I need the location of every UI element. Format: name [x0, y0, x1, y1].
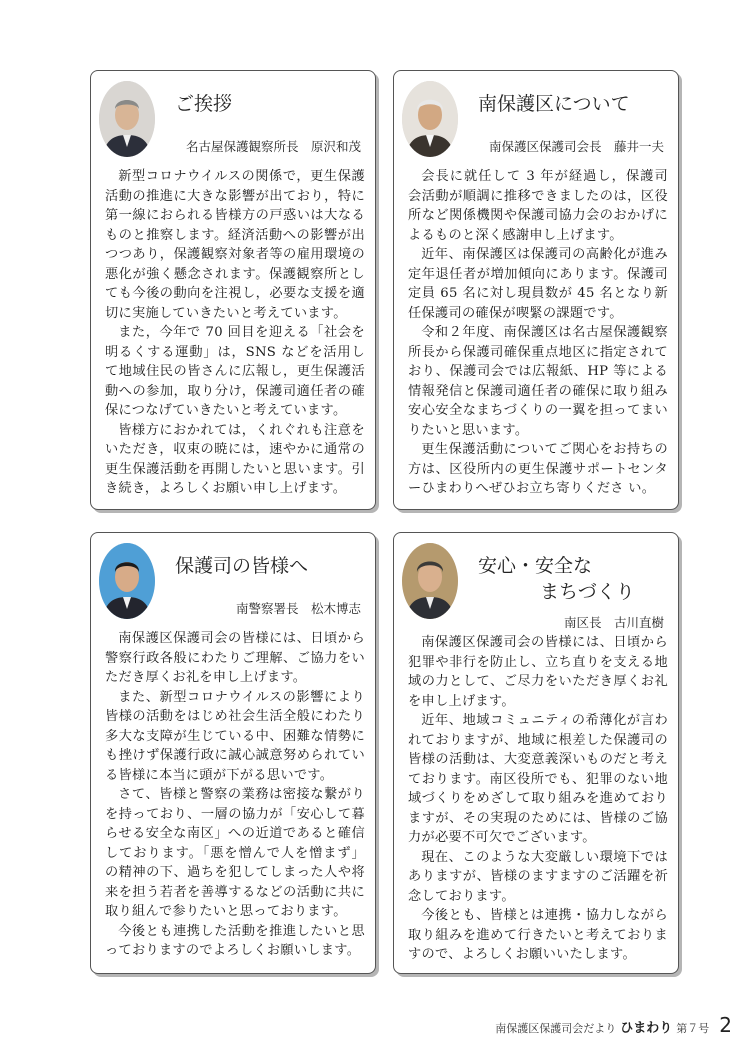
paragraph: 現在、このような大変厳しい環境下ではありますが、皆様のますますのご活躍を祈念しております。 — [408, 849, 668, 904]
article-body — [408, 633, 668, 965]
article-author: 名古屋保護観察所長 原沢和茂 — [185, 139, 361, 154]
portrait-icon — [99, 81, 155, 157]
article-body — [105, 629, 365, 961]
portrait-icon — [402, 543, 458, 619]
paragraph: 更生保護活動についてご関心をお持ちの方は、区役所内の更生保護サポートセンターひまわりへぜひお立ち寄りくださ い。 — [408, 442, 668, 496]
portrait-icon — [402, 81, 458, 157]
author-photo — [402, 543, 458, 619]
article-title: 保護司の皆様へ — [175, 555, 309, 577]
article-title: 南保護区について — [478, 93, 630, 115]
article-author: 南区長 古川直樹 — [563, 615, 664, 630]
article-author: 南警察署長 松木博志 — [235, 601, 361, 616]
article-to-volunteers — [90, 532, 376, 974]
paragraph: 近年、南保護区は保護司の高齢化が進み定年退任者が増加傾向にあります。保護司定員 65 名に対し現員数が 45 名となり新任保護司の確保が喫緊の課題です。 — [408, 247, 668, 321]
issue-number: 第７号 — [676, 1022, 710, 1035]
page-number: 2 — [719, 1013, 732, 1037]
author-photo — [99, 543, 155, 619]
paragraph: 南保護区保護司会の皆様には、日頃から警察行政各般にわたりご理解、ご協力をいただき厚くお礼を申し上げます。 — [105, 631, 365, 685]
paragraph: さて、皆様と警察の業務は密接な繋がりを持っており、一層の協力が「安心して暮らせる安全な南区」への近道であると確信しております。「悪を憎んで人を憎まず」の精神の下、過ちを犯してしまった人や将来を担う若者を善導するなどの活動に共に取り組んで参りたいと思っております。 — [105, 787, 365, 919]
publication-name: 南保護区保護司会だより — [495, 1022, 617, 1035]
author-photo — [99, 81, 155, 157]
page-footer — [495, 1013, 732, 1037]
article-title-line2: まちづくり — [540, 581, 635, 603]
paragraph: 今後とも連携した活動を推進したいと思っておりますのでよろしくお願いします。 — [105, 923, 365, 958]
article-body — [105, 167, 365, 499]
article-title: 安心・安全な — [478, 555, 593, 577]
paragraph: 皆様方におかれては，くれぐれも注意をいただき，収束の暁には，速やかに通常の更生保護活動を再開したいと思います。引き続き，よろしくお願い申し上げます。 — [105, 422, 365, 496]
paragraph: 新型コロナウイルスの関係で，更生保護活動の推進に大きな影響が出ており，特に第一線におられる皆様方の戸惑いは大なるものと推察します。経済活動への影響が出つつあり，保護観察対象者等の雇用環境の悪化が強く懸念されます。保護観察所としても今後の動向を注視し，必要な支援を適切に実施していきたいと考えています。 — [105, 169, 365, 321]
article-body — [408, 167, 668, 499]
portrait-icon — [99, 543, 155, 619]
newsletter-title: ひまわり — [620, 1021, 673, 1036]
article-about-district — [393, 70, 679, 510]
paragraph: 会長に就任して 3 年が経過し，保護司会活動が順調に推移できましたのは，区役所など関係機関や保護司協力会のおかげによるものと深く感謝申し上げます。 — [408, 169, 668, 243]
article-safe-town — [393, 532, 679, 974]
author-photo — [402, 81, 458, 157]
article-greeting — [90, 70, 376, 510]
article-title: ご挨拶 — [175, 93, 233, 115]
paragraph: 今後とも、皆様とは連携・協力しながら取り組みを進めて行きたいと考えておりますので、よろしくお願いいたします。 — [408, 908, 668, 962]
paragraph: 令和２年度、南保護区は名古屋保護観察所長から保護司確保重点地区に指定されており、保護司会では広報紙、HP 等による情報発信と保護司適任者の確保に取り組み安心安全なまちづくりの一翼を担ってまいりたいと思います。 — [408, 325, 668, 438]
article-author: 南保護区保護司会長 藤井一夫 — [488, 139, 664, 154]
paragraph: 近年、地域コミュニティの希薄化が言われておりますが、地域に根差した保護司の皆様の活動は、大変意義深いものだと考えております。南区役所でも、犯罪のない地域づくりをめざして取り組みを進めておりますが、その実現のためには、皆様のご協力が必要不可欠でございます。 — [408, 713, 668, 845]
paragraph: また、新型コロナウイルスの影響により皆様の活動をはじめ社会生活全般にわたり多大な支障が生じている中、困難な情勢にも挫けず保護行政に誠心誠意努められている皆様に本当に頭が下がる思いです。 — [105, 689, 365, 783]
paragraph: 南保護区保護司会の皆様には、日頃から犯罪や非行を防止し、立ち直りを支える地域の力として、ご尽力をいただき厚くお礼を申し上げます。 — [408, 635, 668, 709]
paragraph: また，今年で 70 回目を迎える「社会を明るくする運動」は，SNS などを活用して地域住民の皆さんに広報し，更生保護活動への参加，取り分け，保護司適任者の確保につなげていきたいと考えています。 — [105, 325, 365, 418]
